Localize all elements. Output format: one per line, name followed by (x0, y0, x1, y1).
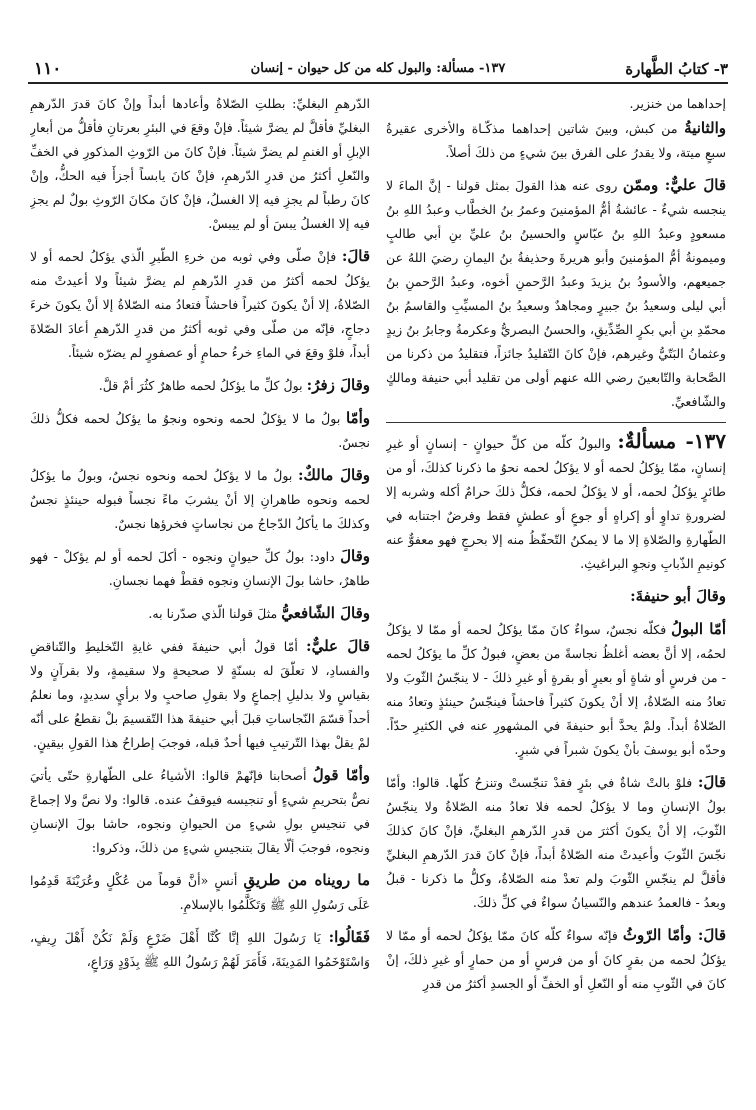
paragraph: قالَ: وأمّا الرّوثُ فإنّه سواءٌ كلّه كانَ ممّا يؤكلُ لحمه أو ممّا لا يؤكلُ لحمه من بقرٍ كانَ أو من فرسٍ أو من حمارٍ أو غيرِ ذلكَ، إنْ كانَ في الثّوبِ منه أو النّعلِ أو الخفِّ أو الجسدِ أكثرُ من قدرِ (386, 926, 726, 991)
paragraph: ما رويناه من طريقِ أنسٍ «أنَّ قوماً من عُكْلٍ وعُرَيْنَةَ قَدِمُوا عَلَى رَسُولِ اللهِ ﷺ وَتَكَلَّمُوا بالإسلامِ. (30, 871, 370, 912)
paragraph: إحداهما من خنزير. (629, 96, 726, 111)
paragraph: فَقَالُوا: يَا رَسُولَ اللهِ إنَّا كُنَّا أَهْلَ ضَرْعٍ وَلَمْ نَكُنْ أَهْلَ رِيفٍ، وَاسْتَوْخَمُوا المَدِينَةَ، فَأَمَرَ لَهُمْ رَسُولُ اللهِ ﷺ بِذَوْدٍ وَرَاعٍ، (30, 928, 370, 969)
paragraph: قالَ عليٌّ: أمّا قولُ أبي حنيفةَ ففي غايةِ التّخليطِ والتّناقضِ والفسادِ، لا تعلّقَ له بسنّةٍ لا صحيحةٍ ولا سقيمةٍ، ولا بقرآنٍ ولا بقياسٍ ولا بدليلِ إجماعٍ ولا بقولِ صاحبٍ ولا برأيٍ سديدٍ، وما نعلمُ أحداً قسّمَ النّجاساتِ قبلَ أبي حنيفةَ هذا التّقسيمَ بلْ نقطعُ على أنّه لمْ يقلْ بهذا التّرتيبِ فيها أحدٌ قبله، فوجبَ إطراحُ هذا القولِ بيقينٍ. (30, 637, 370, 750)
issue-number: ١٣٧- مسألةٌ: (617, 429, 726, 453)
paragraph-lead: فَقَالُوا: (328, 928, 370, 946)
paragraph: الدّرهمِ البغليِّ: بطلتِ الصّلاةُ وأعادها أبداً وإنْ كانَ قدرَ الدّرهمِ البغليِّ فأقلَّ لم يضرَّ شيئاً. فإنْ وقعَ في البئرِ بعرتانِ فأقلُّ من أبعارِ الإبلِ أو الغنمِ لم يضرَّ شيئاً. فإنْ كانَ من الرّوثِ المذكورِ في الخفِّ والنّعلِ أكثرُ من قدرِ الدّرهمِ، فإنْ كانَ يابساً أجزأَ فيه الحكُّ، وإنْ كانَ رطباً لم يجزِ فيه إلا الغسلُ، فإنْ كانَ مكانَ الرّوثِ بولٌ لم يجزِ فيه إلا الغسلُ يبسَ أو لم ييبسْ. (30, 96, 370, 231)
paragraph-lead: قالَ: (697, 773, 726, 791)
paragraph-lead: قالَ: (341, 247, 370, 265)
paragraph-lead: أمّا البولُ (671, 620, 726, 638)
paragraph-lead: وقالَ أبو حنيفةَ: (630, 587, 726, 605)
paragraph-lead: وقالَ الشّافعيُّ (281, 604, 370, 622)
paragraph-lead: قالَ عليٌّ: وممّن (622, 176, 726, 194)
page-number: ١١٠ (34, 59, 62, 79)
right-text-column (386, 92, 726, 1092)
paragraph: وأمّا قولُ أصحابنا فإنّهمْ قالوا: الأشياءُ على الطّهارةِ حتّى يأتيَ نصٌّ بتحريمِ شيءٍ أو تنجيسه فيوقفُ عنده. قالوا: ولا نصَّ ولا إجماعَ في تنجيسِ بولِ شيءٍ من الحيوانِ ونجوه، حاشا بولَ الإنسانِ ونجوه، فوجبَ ألّا يقالَ بتنجيسِ شيءٍ من ذلكَ، وذكروا: (30, 766, 370, 855)
paragraph: قالَ: فلوْ بالتْ شاةٌ في بئرٍ فقدْ تنجّستْ وتنزحُ كلّها. قالوا: وأمّا بولُ الإنسانِ وما لا يؤكلُ لحمه فلا تعادُ منه الصّلاةُ ولا ينجّسُ الثّوبَ، إلا أنْ يكونَ أكثرَ من قدرِ الدّرهمِ البغليِّ، فإنْ كانَ كذلكَ نجّسَ الثّوبَ وأعيدتْ منه الصّلاةُ أبداً، فإنْ كانَ قدرَ الدّرهمِ البغليِّ فأقلَّ لم ينجّسِ الثّوبَ ولم تعدْ منه الصّلاةُ، وكلُّ ما ذكرنا - قبلُ وبعدُ - فالعمدُ عندهم والنّسيانُ سواءٌ في كلِّ ذلكَ. (386, 773, 726, 910)
paragraph-lead: وقالَ زفرُ: (306, 376, 370, 394)
paragraph: والثانيةُ من كبش، وبينَ شاتين إحداهما مذكّـاة والأخرى عقيرةُ سبعٍ ميتة، ولا يقدرُ على الفرق بينَ شيءٍ من ذلكَ أصلاً. (386, 119, 726, 160)
paragraph-lead: ما رويناه من طريقِ (243, 871, 370, 889)
paragraph: وأمّا بولُ ما لا يؤكلُ لحمه ونحوه ونجوُ ما يؤكلُ لحمه فكلُّ ذلكَ نجسٌ. (30, 409, 370, 450)
paragraph: قالَ: فإنْ صلّى وفي ثوبه من خرءِ الطّيرِ الّذي يؤكلُ لحمه أو لا يؤكلُ لحمه أكثرُ من قدرِ الدّرهمِ لم يضرَّ شيئاً ولا أعيدتْ منه الصّلاةُ، إلا أنْ يكونَ كثيراً فاحشاً فتعادُ منه الصّلاةُ إلا أنْ يكونَ خرءَ دجاجٍ، فإنّه من صلّى وفي ثوبه أكثرُ من قدرِ الدّرهمِ أعادَ الصّلاةَ أبداً، فلوْ وقعَ في الماءِ خرءُ حمامٍ أو عصفورٍ لم يضرّه شيئاً. (30, 247, 370, 360)
paragraph-lead: قالَ: وأمّا الرّوثُ (622, 926, 726, 944)
paragraph (386, 584, 726, 609)
section-divider (386, 422, 726, 423)
paragraph: وقالَ داود: بولُ كلِّ حيوانٍ ونجوه - أكلَ لحمه أو لم يؤكلْ - فهو طاهرٌ، حاشا بولَ الإنسانِ ونجوه فقطْ فهما نجسانِ. (30, 547, 370, 588)
paragraph: وقالَ زفرُ: بولُ كلِّ ما يؤكلُ لحمه طاهرٌ كثُرَ أمْ قلَّ. (98, 376, 370, 394)
paragraph-lead: وأمّا (345, 409, 370, 427)
paragraph: وقالَ الشّافعيُّ مثلَ قولنا الّذي صدّرنا به. (148, 604, 370, 622)
paragraph: وقالَ مالكٌ: بولُ ما لا يؤكلُ لحمه ونحوه نجسٌ، وبولُ ما يؤكلُ لحمه ونحوه طاهرانِ إلا أنْ يشربَ ماءً نجساً فبوله حينئذٍ نجسٌ وكذلكَ ما يأكلُ الدّجاجُ من نجاساتٍ فخرؤها نجسٌ. (30, 466, 370, 531)
paragraph: ١٣٧- مسألةٌ: والبولُ كلّه من كلِّ حيوانٍ - إنسانٍ أو غيرِ إنسانٍ، ممّا يؤكلُ لحمه أو لا يؤكلُ لحمه نحوُ ما ذكرنا كذلكَ، أو من طائرٍ يؤكلُ لحمه، أو لا يؤكلُ لحمه، فكلُّ ذلكَ حرامٌ أكله وشربه إلا لضرورةِ تداوٍ أو إكراهٍ أو جوعٍ أو عطشٍ فقط وفرضٌ اجتنابه في الطّهارةِ والصّلاةِ إلا ما لا يمكنُ التّحفّظُ منه إلا بحرجٍ فهو معفوٌّ عنه كونيمِ الذّبابِ ونجوِ البراغيثِ. (386, 429, 726, 571)
paragraph: أمّا البولُ فكلّه نجسٌ، سواءٌ كانَ ممّا يؤكلُ لحمه أو ممّا لا يؤكلُ لحمُه، إلا أنَّ بعضه أغلظُ نجاسةً من بعضٍ، فبولُ كلِّ ما يؤكلُ لحمه - من فرسٍ أو شاةٍ أو بعيرٍ أو بقرةٍ أو غيرِ ذلكَ - لا ينجّسُ الثّوبَ ولا تعادُ منه الصّلاةُ، إلا أنْ يكونَ كثيراً فاحشاً فينجّسُ حينئذٍ وتعادُ منه الصّلاةُ أبداً. ولمْ يحدَّ أبو حنيفةَ في المشهورِ عنه في الكثيرِ حدّاً. وحدّه أبو يوسفَ بأنْ يكونَ شبراً في شبرٍ. (386, 620, 726, 757)
paragraph: قالَ عليٌّ: وممّن روى عنه هذا القولَ بمثل قولنا - إنَّ الماءَ لا ينجسه شيءٌ - عائشةُ أمُّ المؤمنينَ وعمرُ بنُ الخطَّاب وعبدُ اللهِ بنُ مسعودٍ وعبدُ اللهِ بنُ عبّاسٍ والحسينُ بنُ عليِّ بنِ أبي طالبٍ وميمونةُ أمُّ المؤمنينَ وأبو هريرةَ وحذيفةُ بنُ اليمانِ رضيَ اللهُ عن جميعهم، والأسودُ بنُ يزيدَ وعبدُ الرَّحمنِ أخوه، وعبدُ الرَّحمنِ بنُ أبي ليلى وسعيدُ بنُ جبيرٍ ومجاهدٌ وسعيدُ بنُ المسيِّبِ والقاسمُ بنُ محمّدِ بنِ أبي بكرٍ الصِّدِّيقِ، والحسنُ البصريُّ وعكرمةُ وجابرُ بنُ زيدٍ وعثمانُ البَتّيُّ وغيرهم، فإنْ كانَ التّقليدُ جائزاً، فتقليدُ من ذكرنا من الصَّحابة والتّابعينَ رضي الله عنهم أولى من تقليد أبي حنيفة ومالكٍ والشّافعيِّ. (386, 176, 726, 409)
left-text-column (30, 92, 370, 1092)
paragraph-lead: وأمّا قولُ (312, 766, 370, 784)
section-title: ١٣٧- مسألة: والبول كله من كل حيوان - إنسان (250, 61, 506, 76)
paragraph-lead: قالَ عليٌّ: (306, 637, 370, 655)
book-title: ٣- كتابُ الطَّهارة (625, 60, 728, 78)
paragraph-lead: والثانيةُ (684, 119, 726, 137)
paragraph-lead: وقالَ (340, 547, 370, 565)
page-header (28, 56, 728, 84)
paragraph-lead: وقالَ مالكٌ: (297, 466, 370, 484)
